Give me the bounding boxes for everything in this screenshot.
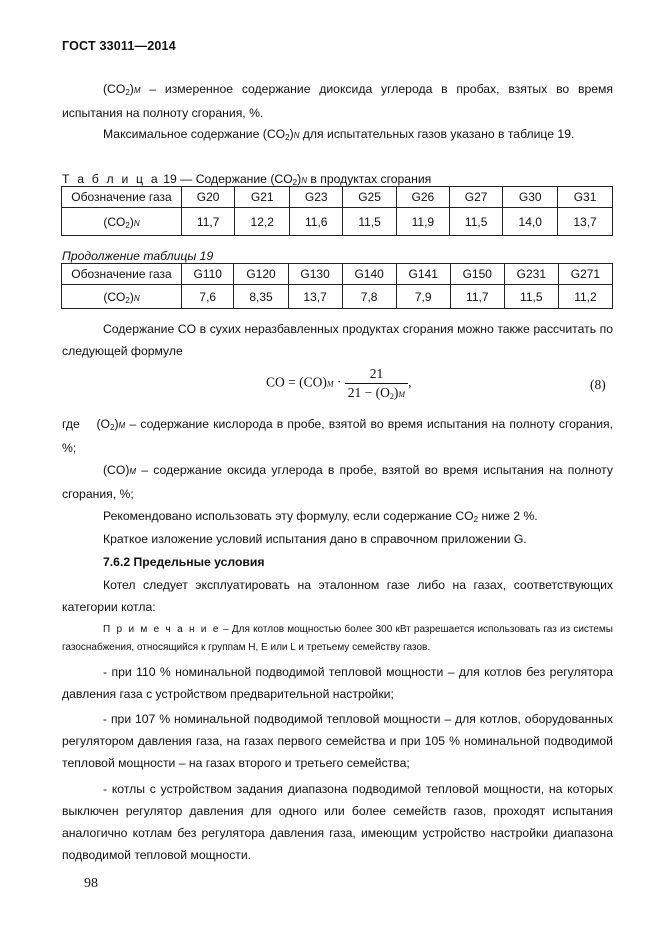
page-number: 98 xyxy=(84,876,98,891)
table19b-gas: G130 xyxy=(288,264,342,285)
table19-values-row xyxy=(62,208,613,236)
table19b-gas: G150 xyxy=(450,264,504,285)
table19-value: 11,6 xyxy=(290,208,343,236)
bullet-range-setting: - котлы с устройством задания диапазона подводимой тепловой мощности, на которых выключен регулятор давления для одного или более семейств газов, проходят испытания аналогично котлам без регулятора давления газа, имеющим устройство настройки диапазона подводимой тепловой мощности. xyxy=(62,782,613,862)
table19-gas: G31 xyxy=(558,187,613,208)
bullet-110: - при 110 % номинальной подводимой тепловой мощности – для котлов без регулятора давления газа с устройством предварительной настройки; xyxy=(62,665,613,701)
table19-value: 12,2 xyxy=(235,208,290,236)
table19-gas: G20 xyxy=(182,187,235,208)
max-content-paragraph: Максимальное содержание $(CO_2)N$ для испытательных газов указано в таблице 19. xyxy=(103,127,575,142)
table19b-value: 7,8 xyxy=(342,285,396,309)
table19b-value: 13,7 xyxy=(288,285,342,309)
section-paragraph: Котел следует эксплуатировать на эталонном газе либо на газах, соответствующих категории котла: xyxy=(62,578,613,614)
table19b-gas: G120 xyxy=(234,264,288,285)
table19b-gas: G140 xyxy=(342,264,396,285)
table19-value: 11,5 xyxy=(343,208,396,236)
table19-gas: G25 xyxy=(343,187,396,208)
table19b-gas: G110 xyxy=(182,264,234,285)
co-formula: CO = (CO)M · $\frac{21}{21 - (O_2)M}$ , xyxy=(266,366,412,401)
table19-value: 11,5 xyxy=(450,208,503,236)
o2-definition: где $(O_2)M$ – содержание кислорода в пробе, взятой во время испытания на полноту сгорания, %; xyxy=(62,417,613,455)
table19-value: 11,9 xyxy=(396,208,449,236)
bullet-107: - при 107 % номинальной подводимой тепловой мощности – для котлов, оборудованных регулятором давления газа, на газах первого семейства и при 105 % номинальной подводимой тепловой мощности – на газах второго и третьего семейства; xyxy=(62,712,613,770)
table19-header-label: Обозначение газа xyxy=(62,187,182,208)
table19b-value: 11,7 xyxy=(450,285,504,309)
section-title: 7.6.2 Предельные условия xyxy=(103,555,265,569)
table19b-header-label: Обозначение газа xyxy=(62,264,182,285)
table19-gas: G30 xyxy=(503,187,558,208)
table19-header-row xyxy=(62,187,613,208)
table19-continued xyxy=(61,263,613,309)
table19-row-label: $(CO_2)N$ xyxy=(62,208,182,236)
table19-value: 14,0 xyxy=(503,208,558,236)
table19b-gas: G271 xyxy=(558,264,612,285)
table19b-values-row xyxy=(62,285,613,309)
formula-fraction: $\frac{21}{21 - (O_2)M}$ xyxy=(345,366,408,401)
table19-value: 11,7 xyxy=(182,208,235,236)
table19-gas: G27 xyxy=(450,187,503,208)
table19-gas: G23 xyxy=(290,187,343,208)
co2-symbol: $(CO_2)M$ xyxy=(103,82,141,97)
table19-caption: Т а б л и ц а 19 — Содержание $(CO_2)N$ в продуктах сгорания xyxy=(62,172,432,187)
table19b-value: 7,9 xyxy=(396,285,450,309)
table19b-row-label: $(CO_2)N$ xyxy=(62,285,182,309)
table19b-value: 8,35 xyxy=(234,285,288,309)
table19-value: 13,7 xyxy=(558,208,613,236)
table19b-gas: G231 xyxy=(504,264,558,285)
formula-number: (8) xyxy=(590,377,606,392)
co-definition: (CO)M – содержание оксида углерода в пробе, взятой во время испытания на полноту сгорания, %; xyxy=(62,463,613,501)
continuation-title: Продолжение таблицы 19 xyxy=(62,249,214,263)
table19-gas: G26 xyxy=(396,187,449,208)
table19b-gas: G141 xyxy=(396,264,450,285)
co-formula-intro: Содержание CO в сухих неразбавленных продуктах сгорания можно также рассчитать по следующей формуле xyxy=(62,322,613,358)
table19b-value: 11,2 xyxy=(558,285,612,309)
document-header: ГОСТ 33011—2014 xyxy=(62,39,176,53)
recommendation: Рекомендовано использовать эту формулу, если содержание $CO_2$ ниже 2 %. xyxy=(103,509,538,524)
table19b-header-row xyxy=(62,264,613,285)
table19 xyxy=(61,186,613,236)
table19-gas: G21 xyxy=(235,187,290,208)
note: П р и м е ч а н и е – Для котлов мощностью более 300 кВт разрешается использовать газ из системы газоснабжения, относящийся к группам H, E или L и третьему семейству газов. xyxy=(62,624,613,653)
table19b-value: 11,5 xyxy=(504,285,558,309)
summary-paragraph: Краткое изложение условий испытания дано в справочном приложении G. xyxy=(103,532,527,546)
co2-measured-definition: $(CO_2)M$ – измеренное содержание диоксида углерода в пробах, взятых во время испытания на полноту сгорания, %. xyxy=(62,82,613,120)
table19b-value: 7,6 xyxy=(182,285,234,309)
